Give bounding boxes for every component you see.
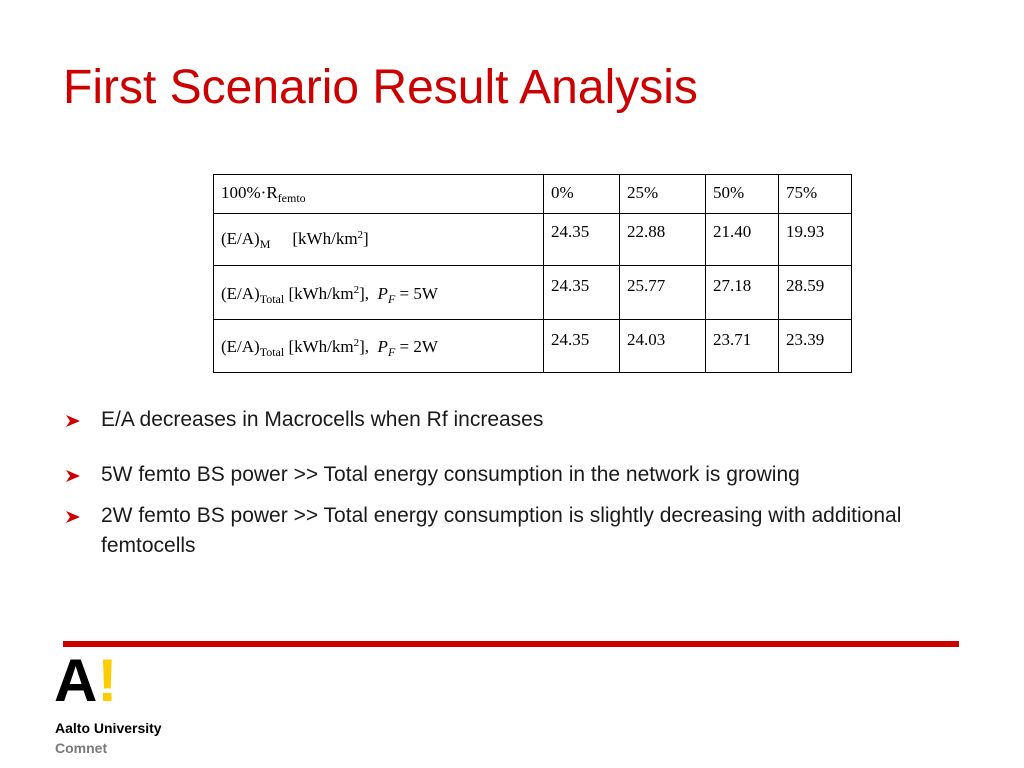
row-label	[214, 320, 544, 373]
table-cell: 28.59	[779, 266, 852, 320]
arrowhead-icon	[65, 510, 81, 524]
table-row	[214, 266, 852, 320]
row-label-subscript: Total	[259, 292, 285, 306]
power-value: = 5W	[395, 284, 438, 303]
table-cell: 24.35	[544, 214, 620, 266]
row-label-base: (E/A)	[221, 337, 260, 356]
bullet-text: 5W femto BS power >> Total energy consumption in the network is growing	[101, 463, 800, 486]
aalto-logo	[54, 647, 118, 714]
power-symbol: P	[377, 284, 388, 303]
table-cell: 24.35	[544, 266, 620, 320]
table-header-cell: 50%	[706, 175, 779, 214]
table-cell: 21.40	[706, 214, 779, 266]
row-label-unit: [kWh/km	[284, 337, 354, 356]
arrowhead-icon	[65, 414, 81, 428]
bullet-item	[63, 460, 983, 490]
row-label	[214, 266, 544, 320]
table-row	[214, 214, 852, 266]
table-header-row	[214, 175, 852, 214]
table-cell: 24.35	[544, 320, 620, 373]
power-symbol: P	[377, 337, 388, 356]
table-row	[214, 320, 852, 373]
table-header-label	[214, 175, 544, 214]
logo-letter: A	[54, 647, 98, 714]
table-header-cell: 25%	[620, 175, 706, 214]
bullet-list	[63, 405, 983, 572]
row-label-unit: [kWh/km	[292, 229, 358, 248]
row-label-superscript: 2	[357, 229, 364, 241]
bullet-text: 2W femto BS power >> Total energy consumption is slightly decreasing with additional femtocells	[101, 504, 902, 557]
row-label-subscript: Total	[259, 345, 285, 359]
table-header-cell: 0%	[544, 175, 620, 214]
table-cell: 25.77	[620, 266, 706, 320]
power-subscript: F	[387, 292, 396, 306]
row-label-base: (E/A)	[221, 229, 260, 248]
table-cell: 23.71	[706, 320, 779, 373]
header-label-subscript: femto	[277, 191, 306, 205]
organization-name: Aalto University	[55, 720, 162, 736]
row-label-base: (E/A)	[221, 284, 260, 303]
bullet-item	[63, 405, 983, 435]
bullet-text: E/A decreases in Macrocells when Rf increases	[101, 408, 544, 431]
table-header-cell: 75%	[779, 175, 852, 214]
row-label	[214, 214, 544, 266]
table-cell: 23.39	[779, 320, 852, 373]
row-label-superscript: 2	[353, 284, 360, 296]
table-cell: 19.93	[779, 214, 852, 266]
row-label-unit: [kWh/km	[284, 284, 354, 303]
department-name: Comnet	[55, 740, 108, 756]
row-label-unit-close: ],	[359, 284, 370, 303]
row-label-unit-close: ]	[363, 229, 369, 248]
table-cell: 27.18	[706, 266, 779, 320]
table-cell: 22.88	[620, 214, 706, 266]
table-cell: 24.03	[620, 320, 706, 373]
arrowhead-icon	[65, 469, 81, 483]
row-label-superscript: 2	[353, 337, 360, 349]
bullet-item	[63, 501, 983, 561]
power-subscript: F	[387, 345, 396, 359]
row-label-subscript: M	[259, 237, 271, 251]
logo-mark: !	[97, 647, 118, 714]
row-label-unit-close: ],	[359, 337, 370, 356]
results-table	[213, 174, 852, 373]
footer-divider	[63, 641, 959, 647]
slide-title: First Scenario Result Analysis	[63, 61, 698, 114]
header-label-prefix: 100%·R	[221, 183, 278, 202]
power-value: = 2W	[395, 337, 438, 356]
